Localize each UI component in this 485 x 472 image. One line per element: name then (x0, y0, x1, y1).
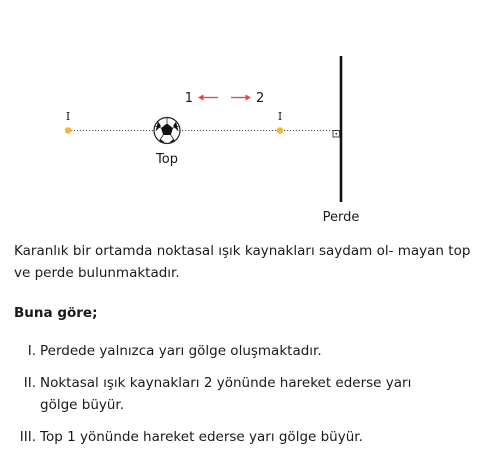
statement-number: II. (23, 375, 36, 391)
question-heading: Buna göre; (14, 305, 98, 321)
question-intro: Karanlık bir ortamda noktasal ışık kaynakları saydam ol- mayan top ve perde bulunmaktadır. (14, 243, 471, 281)
statement-number: I. (27, 343, 36, 359)
light-source-right (277, 127, 283, 133)
statement-text: Perdede yalnızca yarı gölge oluşmaktadır. (40, 343, 322, 359)
right-angle-dot (335, 133, 337, 135)
statement-item (0, 426, 485, 448)
arrow-left-icon (198, 95, 218, 101)
light-source-right-label: I (277, 110, 283, 123)
direction-2-label: 2 (256, 91, 265, 106)
statement-item (0, 372, 485, 416)
direction-1-label: 1 (184, 91, 193, 106)
statement-list (0, 340, 485, 458)
statement-text: Noktasal ışık kaynakları 2 yönünde hareket ederse yarı gölge büyür. (40, 375, 412, 413)
screen-label: Perde (322, 210, 360, 225)
statement-number: III. (19, 429, 36, 445)
soccer-ball-icon (154, 118, 180, 144)
light-source-left (65, 127, 71, 133)
light-source-left-label: I (65, 110, 71, 123)
diagram (0, 0, 485, 235)
statement-item (0, 340, 485, 362)
statement-text: Top 1 yönünde hareket ederse yarı gölge büyür. (40, 429, 363, 445)
ball-label: Top (156, 152, 178, 167)
arrow-right-icon (231, 95, 251, 101)
